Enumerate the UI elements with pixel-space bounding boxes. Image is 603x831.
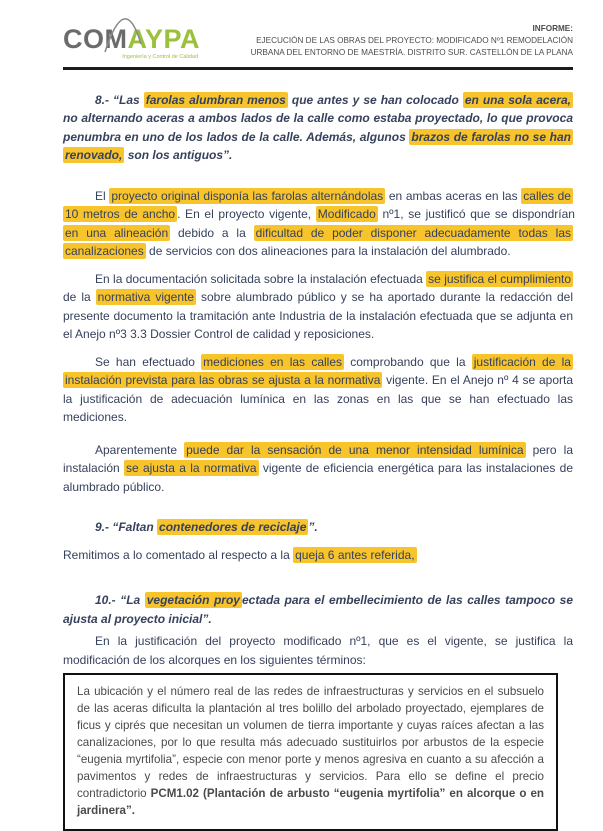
text-segment: . En el proyecto vigente, xyxy=(177,207,316,221)
highlighted-text: farolas alumbran menos xyxy=(144,92,288,108)
text-segment: 8.- “Las xyxy=(95,93,144,107)
text-segment: Aparentemente xyxy=(95,443,184,457)
text-segment: son los antiguos”. xyxy=(124,148,232,162)
logo-tagline: Ingeniería y Control de Calidad xyxy=(63,55,200,61)
highlighted-text: Modificado xyxy=(316,206,378,222)
report-title-line-1: EJECUCIÓN DE LAS OBRAS DEL PROYECTO: MODIFICADO Nº1 REMODELACIÓN xyxy=(251,35,573,47)
text-segment: 9.- “Faltan xyxy=(95,520,157,534)
text-segment: ectada para el embellecimiento de las calles tampoco se ajusta al proyecto inicial”. xyxy=(63,593,573,626)
text-segment: El xyxy=(95,189,109,203)
logo-wordmark xyxy=(63,24,200,54)
paragraph-complaint-9 xyxy=(63,518,573,537)
header-divider xyxy=(63,67,573,70)
paragraph-complaint-8 xyxy=(63,91,573,165)
highlighted-text: calles de 10 metros de ancho xyxy=(63,188,573,223)
paragraph-reply-8-1 xyxy=(63,187,573,261)
paragraph-reply-8-2 xyxy=(63,270,573,344)
text-segment: ”. xyxy=(308,520,317,534)
text-segment: sobre alumbrado público y se ha aportado durante la redacción del presente documento la tramitación ante Industria de la instalación efectuada que se adjunta en el Anejo nº3 3.3 Dossier Control de calidad y reposiciones. xyxy=(63,290,573,341)
page-header xyxy=(63,12,573,61)
highlighted-text: se ajusta a la normativa xyxy=(124,460,259,476)
paragraph-reply-8-3 xyxy=(63,353,573,427)
text-segment: de servicios con dos alineaciones para la instalación del alumbrado. xyxy=(146,244,511,258)
highlighted-text: proyecto original disponía las farolas alternándolas xyxy=(109,188,385,204)
text-segment: En la justificación del proyecto modificado nº1, que es el vigente, se justifica la modificación de los alcorques en los siguientes términos: xyxy=(63,634,573,667)
text-segment: Se han efectuado xyxy=(95,355,201,369)
report-label: INFORME: xyxy=(251,23,573,35)
logo-word-green: AYPA xyxy=(128,24,201,54)
highlighted-text: vegetación proy xyxy=(145,592,242,608)
text-segment: vigente de eficiencia energética para las instalaciones de alumbrado público. xyxy=(63,461,573,494)
text-segment: 10.- “La xyxy=(95,593,145,607)
paragraph-reply-10 xyxy=(63,632,573,669)
text-segment: no alternando aceras a ambos lados de la calle como estaba proyectado, lo que provoca penumbra en uno de los lados de la calle. Además, algunos xyxy=(63,111,573,144)
text-segment: pero la instalación xyxy=(63,443,573,476)
paragraph-reply-8-4 xyxy=(63,441,573,497)
highlighted-text: en una alineación xyxy=(63,225,170,241)
highlighted-text: brazos de farolas no se han renovado, xyxy=(63,129,573,164)
highlighted-text: contenedores de reciclaje xyxy=(157,519,308,535)
highlighted-text: dificultad de poder disponer adecuadamente todas las canalizaciones xyxy=(63,225,573,260)
highlighted-text: en una sola acera, xyxy=(463,92,573,108)
text-segment: vigente. En el Anejo nº 4 se aporta la justificación de adecuación lumínica en las zonas en las que se han efectuado las mediciones. xyxy=(63,373,573,424)
highlighted-text: se justifica el cumplimiento xyxy=(426,271,573,287)
text-segment: Remitimos a lo comentado al respecto a la xyxy=(63,548,293,562)
justification-box xyxy=(63,673,558,831)
text-segment: PCM1.02 (Plantación de arbusto “eugenia myrtifolia” en alcorque o en jardinera”. xyxy=(77,787,544,817)
highlighted-text: puede dar la sensación de una menor intensidad lumínica xyxy=(184,442,525,458)
highlighted-text: justificación de la instalación prevista para las obras se ajusta a la normativa xyxy=(63,354,573,389)
report-title-block xyxy=(251,23,573,61)
paragraph-reply-9 xyxy=(63,546,573,565)
highlighted-text: mediciones en las calles xyxy=(201,354,344,370)
text-segment: de la xyxy=(63,290,96,304)
paragraph-complaint-10 xyxy=(63,591,573,628)
report-title-line-2: URBANA DEL ENTORNO DE MAESTRÍA. DISTRITO SUR. CASTELLÓN DE LA PLANA xyxy=(251,47,573,59)
comaypa-logo xyxy=(63,12,200,61)
text-segment: nº1, se justificó que se dispondrían xyxy=(378,207,575,221)
text-segment: que antes y se han colocado xyxy=(288,93,463,107)
highlighted-text: queja 6 antes referida, xyxy=(293,547,416,563)
logo-word-gray: COM xyxy=(63,24,128,54)
text-segment: La ubicación y el número real de las redes de infraestructuras y servicios en el subsuelo de las aceras dificulta la plantación al tres bolillo del arbolado proyectado, ejemplares de ficus y ciprés que necesitan un volumen de tierra importante y cuyas raíces afectan a las canalizaciones, por lo que resulta más adecuado sustituirlos por arbustos de la especie “eugenia myrtifolia”, especie con menor porte y menos agresiva en cuanto a su afección a pavimentos y redes de infraestructuras y servicios. Para ello se define el precio contradictorio xyxy=(77,685,544,800)
text-segment: En la documentación solicitada sobre la instalación efectuada xyxy=(95,272,426,286)
paragraph-boxed-justification xyxy=(77,683,544,819)
highlighted-text: normativa vigente xyxy=(96,289,196,305)
text-segment: comprobando que la xyxy=(344,355,472,369)
text-segment: debido a la xyxy=(170,226,254,240)
text-segment: en ambas aceras en las xyxy=(385,189,521,203)
document-body xyxy=(63,91,573,831)
